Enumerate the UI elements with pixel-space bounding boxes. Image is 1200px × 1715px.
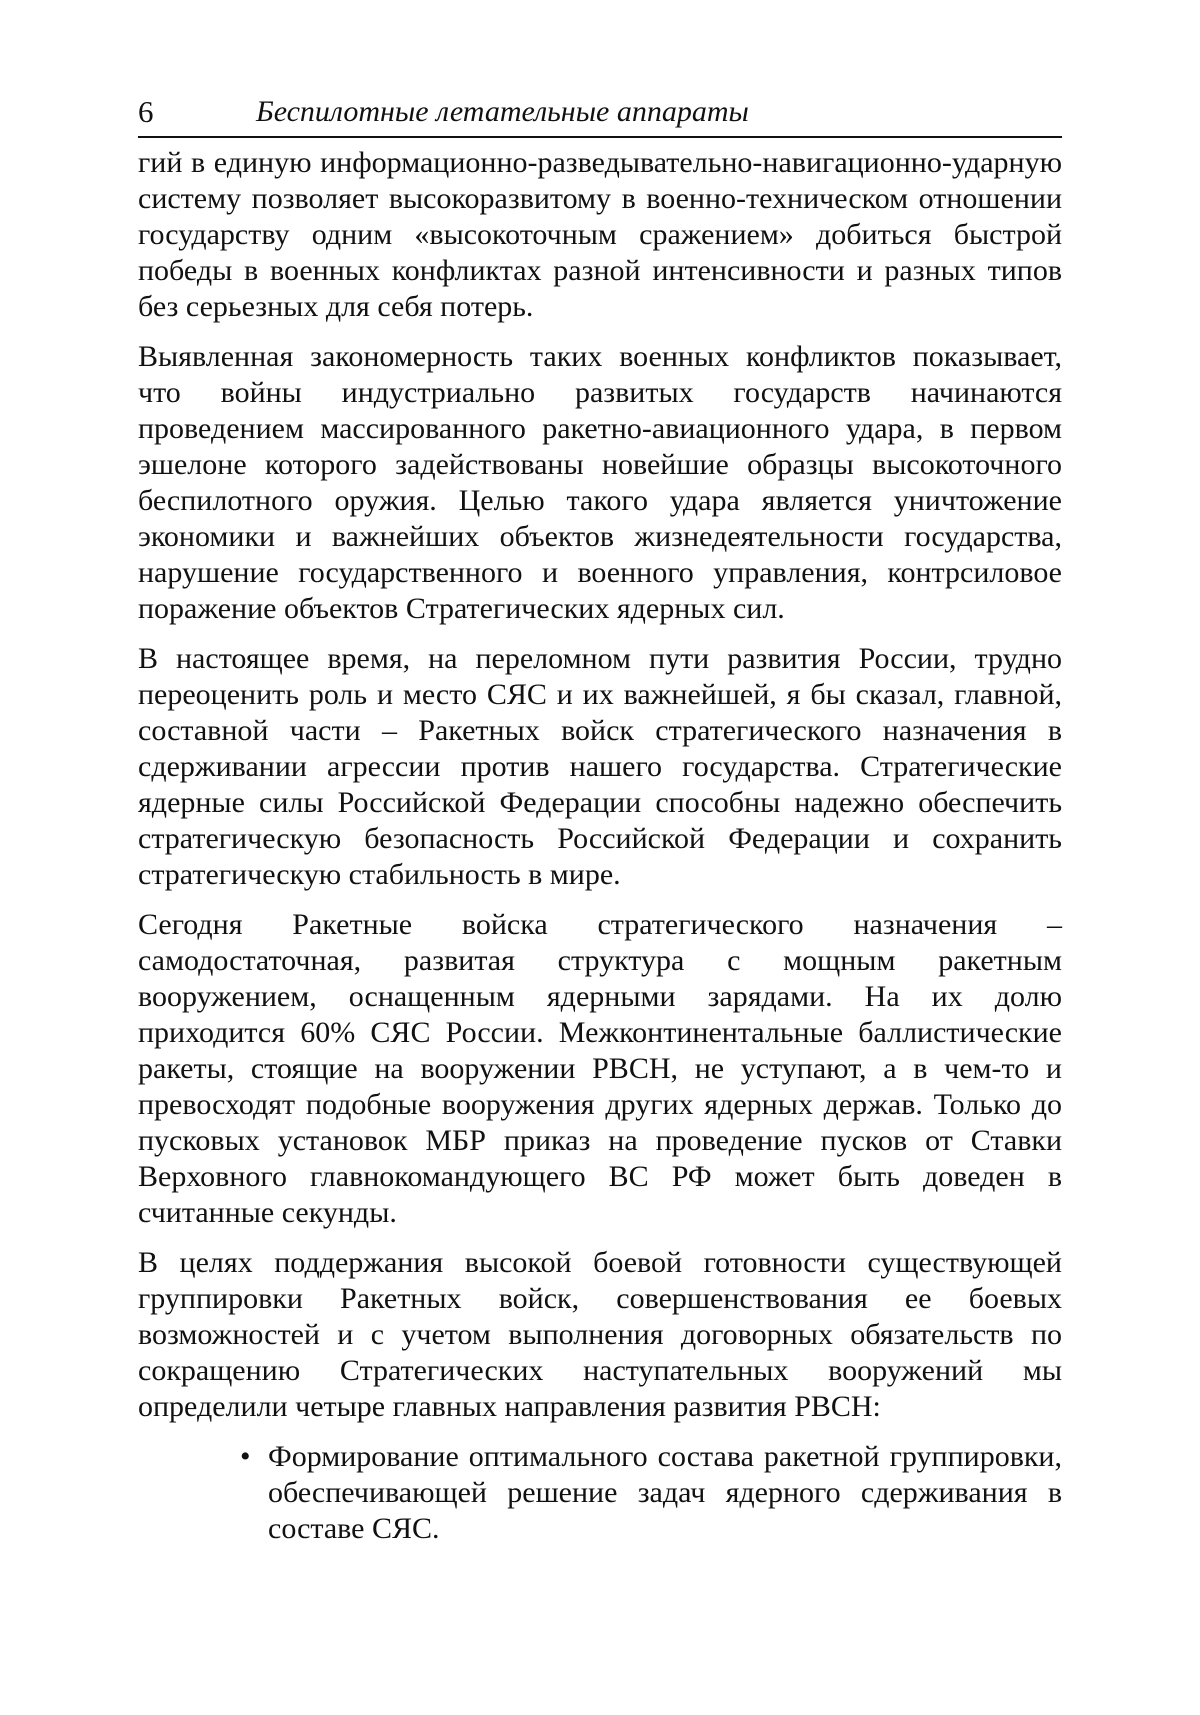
paragraph: Сегодня Ракетные войска стратегического назначения – самодостаточная, развитая структура с мощным ракетным вооружением, оснащенным ядерными зарядами. На их долю приходится 60% СЯС России. Межконтинентальные баллистические ракеты, стоящие на вооружении РВСН, не уступают, а в чем-то и превосходят подобные вооружения других ядерных держав. Только до пусковых установок МБР приказ на проведение пусков от Ставки Верховного главнокомандующего ВС РФ может быть доведен в считанные секунды. bbox=[138, 908, 1062, 1229]
bullet-list bbox=[138, 1439, 1062, 1547]
running-header bbox=[138, 90, 1062, 138]
bullet-item bbox=[238, 1439, 1062, 1547]
body-text bbox=[138, 145, 1062, 1547]
paragraph: В настоящее время, на переломном пути развития России, трудно переоценить роль и место СЯС и их важнейшей, я бы сказал, главной, составной части – Ракетных войск стратегического назначения в сдерживании агрессии против нашего государства. Стратегические ядерные силы Российской Федерации способны надежно обеспечить стратегическую безопасность Российской Федерации и сохранить стратегическую стабильность в мире. bbox=[138, 642, 1062, 891]
bullet-text: Формирование оптимального состава ракетной группировки, обеспечивающей решение задач ядерного сдерживания в составе СЯС. bbox=[268, 1440, 1062, 1545]
bullet-marker: • bbox=[240, 1440, 251, 1473]
paragraph: Выявленная закономерность таких военных конфликтов показывает, что войны индустриально развитых государств начинаются проведением массированного ракетно-авиационного удара, в первом эшелоне которого задействованы новейшие образцы высокоточного беспилотного оружия. Целью такого удара является уничтожение экономики и важнейших объектов жизнедеятельности государства, нарушение государственного и военного управления, контрсиловое поражение объектов Стратегических ядерных сил. bbox=[138, 340, 1062, 625]
paragraph: гий в единую информационно-разведывательно-навигационно-ударную систему позволяет высокоразвитому в военно-техническом отношении государству одним «высокоточным сражением» добиться быстрой победы в военных конфликтах разной интенсивности и разных типов без серьезных для себя потерь. bbox=[138, 146, 1062, 323]
running-title: Беспилотные летательные аппараты bbox=[256, 95, 749, 128]
book-page bbox=[138, 90, 1062, 1547]
paragraph: В целях поддержания высокой боевой готовности существующей группировки Ракетных войск, совершенствования ее боевых возможностей и с учетом выполнения договорных обязательств по сокращению Стратегических наступательных вооружений мы определили четыре главных направления развития РВСН: bbox=[138, 1246, 1062, 1423]
page-number: 6 bbox=[138, 94, 154, 129]
